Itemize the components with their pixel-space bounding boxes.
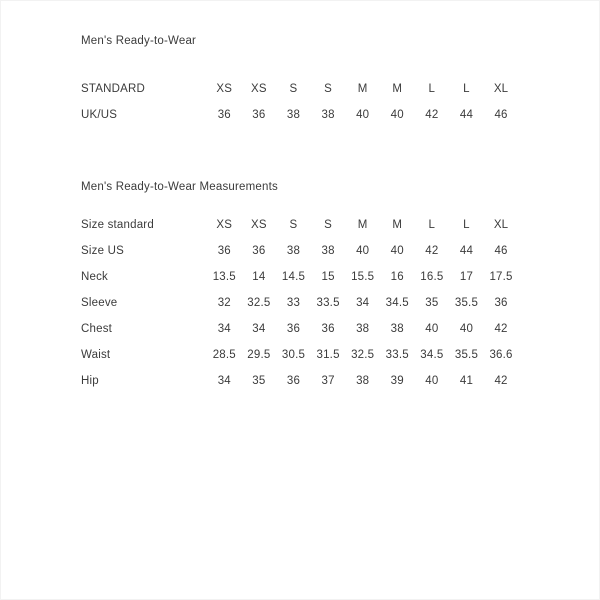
table-row bbox=[81, 368, 518, 394]
section-measurements bbox=[81, 180, 599, 394]
cell-value: 38 bbox=[390, 323, 404, 335]
cell-value: 34.5 bbox=[420, 349, 444, 361]
cell-value: 35 bbox=[425, 297, 439, 309]
cell-value: 14.5 bbox=[281, 271, 306, 283]
cell-value: S bbox=[289, 83, 298, 95]
cell-value: 30.5 bbox=[281, 349, 306, 361]
section-title-ready-to-wear: Men's Ready-to-Wear bbox=[81, 35, 197, 47]
cell-value: L bbox=[428, 83, 436, 95]
cell-value: 38 bbox=[321, 245, 335, 257]
cell-value: 16.5 bbox=[420, 271, 444, 283]
cell-value: 13.5 bbox=[212, 271, 236, 283]
cell-value: 32.5 bbox=[351, 349, 375, 361]
cell-value: 37 bbox=[321, 375, 335, 387]
cell-value: 36.6 bbox=[489, 349, 513, 361]
cell-value: 15 bbox=[321, 271, 335, 283]
cell-value: 33.5 bbox=[316, 297, 340, 309]
cell-value: XL bbox=[493, 219, 509, 231]
cell-value: 40 bbox=[390, 245, 404, 257]
cell-value: M bbox=[357, 83, 368, 95]
cell-value: 42 bbox=[425, 245, 439, 257]
row-label: Waist bbox=[81, 349, 111, 361]
standard-sizes-table bbox=[81, 76, 518, 128]
row-label: Size US bbox=[81, 245, 124, 257]
table-row bbox=[81, 264, 518, 290]
cell-value: 36 bbox=[286, 323, 301, 335]
cell-value: 46 bbox=[494, 109, 508, 121]
cell-value: 38 bbox=[286, 245, 301, 257]
cell-value: 36 bbox=[217, 245, 231, 257]
row-label: Neck bbox=[81, 271, 109, 283]
cell-value: 40 bbox=[390, 109, 404, 121]
cell-value: 46 bbox=[494, 245, 508, 257]
cell-value: 44 bbox=[459, 109, 474, 121]
cell-value: 34 bbox=[356, 297, 370, 309]
cell-value: XS bbox=[216, 219, 233, 231]
cell-value: L bbox=[463, 83, 470, 95]
cell-value: 29.5 bbox=[247, 349, 271, 361]
table-row bbox=[81, 102, 518, 128]
cell-value: 35.5 bbox=[454, 297, 479, 309]
size-chart-content bbox=[1, 1, 599, 394]
cell-value: 34 bbox=[217, 375, 231, 387]
cell-value: 42 bbox=[494, 323, 508, 335]
cell-value: M bbox=[392, 83, 403, 95]
cell-value: 44 bbox=[459, 245, 474, 257]
cell-value: XS bbox=[251, 83, 267, 95]
cell-value: 36 bbox=[286, 375, 301, 387]
cell-value: 34 bbox=[252, 323, 266, 335]
cell-value: 40 bbox=[356, 245, 370, 257]
cell-value: S bbox=[324, 219, 333, 231]
table-row bbox=[81, 290, 518, 316]
row-label: STANDARD bbox=[81, 83, 146, 95]
cell-value: 31.5 bbox=[316, 349, 340, 361]
cell-value: 15.5 bbox=[351, 271, 375, 283]
row-label: Hip bbox=[81, 375, 99, 387]
row-label: UK/US bbox=[81, 109, 118, 121]
cell-value: M bbox=[357, 219, 368, 231]
section-title-measurements: Men's Ready-to-Wear Measurements bbox=[81, 181, 278, 193]
cell-value: 14 bbox=[252, 271, 266, 283]
table-row bbox=[81, 238, 518, 264]
cell-value: 38 bbox=[356, 375, 370, 387]
row-label: Sleeve bbox=[81, 297, 118, 309]
cell-value: 36 bbox=[252, 245, 266, 257]
cell-value: 35 bbox=[252, 375, 266, 387]
cell-value: 33 bbox=[286, 297, 301, 309]
cell-value: 40 bbox=[425, 375, 439, 387]
cell-value: 28.5 bbox=[212, 349, 236, 361]
cell-value: L bbox=[463, 219, 470, 231]
cell-value: XS bbox=[216, 83, 233, 95]
cell-value: 39 bbox=[390, 375, 404, 387]
table-row bbox=[81, 316, 518, 342]
cell-value: 36 bbox=[217, 109, 231, 121]
measurements-table bbox=[81, 212, 518, 394]
cell-value: 41 bbox=[459, 375, 474, 387]
cell-value: 32.5 bbox=[247, 297, 271, 309]
row-label: Chest bbox=[81, 323, 113, 335]
cell-value: 32 bbox=[217, 297, 231, 309]
cell-value: 16 bbox=[390, 271, 404, 283]
cell-value: 42 bbox=[425, 109, 439, 121]
cell-value: S bbox=[289, 219, 298, 231]
cell-value: 34 bbox=[217, 323, 231, 335]
cell-value: 33.5 bbox=[385, 349, 409, 361]
cell-value: 42 bbox=[494, 375, 508, 387]
cell-value: 40 bbox=[356, 109, 370, 121]
table-row bbox=[81, 342, 518, 368]
cell-value: 17 bbox=[459, 271, 474, 283]
cell-value: S bbox=[324, 83, 333, 95]
cell-value: 36 bbox=[252, 109, 266, 121]
table-row bbox=[81, 212, 518, 238]
cell-value: XS bbox=[251, 219, 267, 231]
cell-value: 35.5 bbox=[454, 349, 479, 361]
cell-value: 36 bbox=[321, 323, 335, 335]
row-label: Size standard bbox=[81, 219, 154, 231]
cell-value: 38 bbox=[321, 109, 335, 121]
cell-value: 36 bbox=[494, 297, 508, 309]
cell-value: 38 bbox=[286, 109, 301, 121]
cell-value: XL bbox=[493, 83, 509, 95]
cell-value: 38 bbox=[356, 323, 370, 335]
cell-value: 17.5 bbox=[489, 271, 513, 283]
cell-value: M bbox=[392, 219, 403, 231]
cell-value: L bbox=[428, 219, 436, 231]
section-standard-sizes bbox=[81, 34, 599, 128]
table-row bbox=[81, 76, 518, 102]
cell-value: 40 bbox=[425, 323, 439, 335]
cell-value: 40 bbox=[459, 323, 474, 335]
cell-value: 34.5 bbox=[385, 297, 409, 309]
